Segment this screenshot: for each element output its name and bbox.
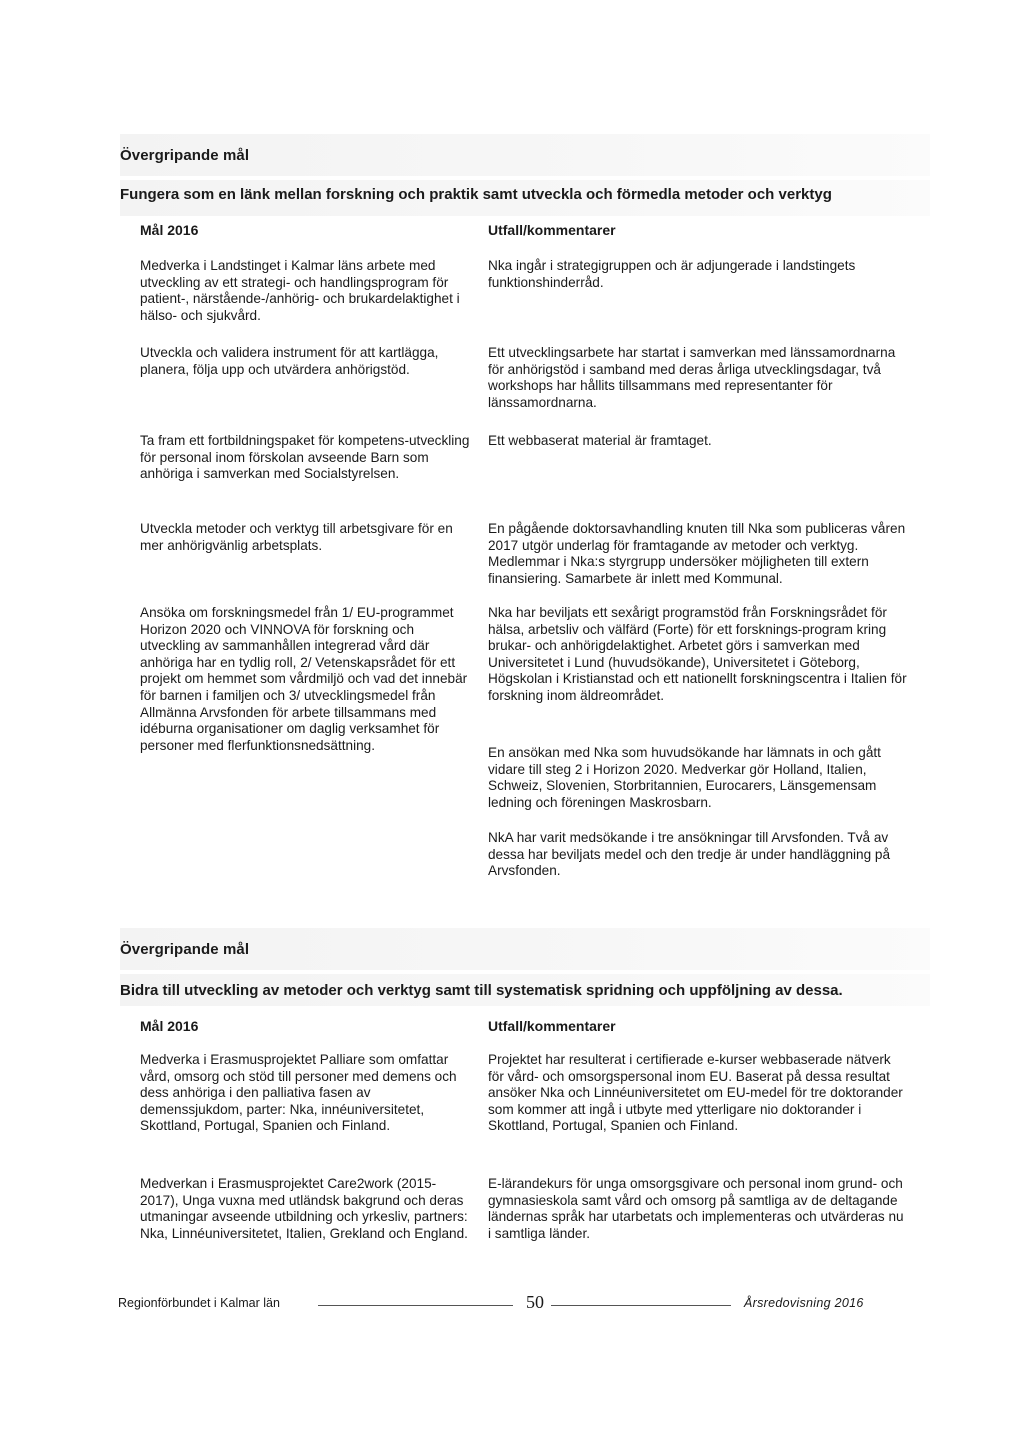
goal-cell: Medverka i Landstinget i Kalmar läns arbete med utveckling av ett strategi- och handlingsprogram för patient-, närstående-/anhörig- och brukardelaktighet i hälso- och sjukvård.: [140, 258, 460, 323]
goal-cell: Ta fram ett fortbildningspaket för kompetens-utveckling för personal inom förskolan avseende Barn som anhöriga i samverkan med Socialstyrelsen.: [140, 433, 470, 482]
goal-cell: Utveckla och validera instrument för att kartlägga, planera, följa upp och utvärdera anhörigstöd.: [140, 345, 439, 377]
outcome-cell: En pågående doktorsavhandling knuten till Nka som publiceras våren 2017 utgör underlag för framtagande av metoder och verktyg. Medlemmar i Nka:s styrgrupp undersöker möjligheten till extern finansiering. Samarbete är inlett med Kommunal.: [488, 521, 906, 586]
outcome-cell: Projektet har resulterat i certifierade e-kurser webbaserade nätverk för vård- och omsorgspersonal inom EU. Baserat på dessa resultat ansöker Nka och Linnéuniversitetet om EU-medel för tre doktorander som kommer att ingå i utbyte med ytterligare nio doktorander i Skottland, Portugal, Spanien och Finland.: [488, 1052, 903, 1134]
outcome-cell: En ansökan med Nka som huvudsökande har lämnats in och gått vidare till steg 2 i Horizon 2020. Medverkar gör Holland, Italien, Schweiz, Slovenien, Storbritannien, Eurocarers, Länsgemensam ledning och föreningen Maskrosbarn.: [488, 745, 881, 810]
page-footer: [0, 1292, 1024, 1316]
footer-report-title: Årsredovisning 2016: [744, 1296, 864, 1310]
column-head-outcome: Utfall/kommentarer: [488, 1018, 616, 1034]
overall-goal-label: Övergripande mål: [120, 941, 250, 958]
outcome-cell: Ett utvecklingsarbete har startat i samverkan med länssamordnarna för anhörigstöd i samband med deras årliga utvecklingsdagar, två workshops har hållits tillsammans med representanter för länssamordnarna.: [488, 345, 896, 410]
footer-rule-left: [318, 1305, 513, 1306]
page-number: 50: [526, 1292, 544, 1312]
goal-title: Bidra till utveckling av metoder och verktyg samt till systematisk spridning och uppföljning av dessa.: [120, 982, 843, 999]
overall-goal-label: Övergripande mål: [120, 147, 250, 164]
column-head-goal: Mål 2016: [140, 1018, 199, 1034]
outcome-cell: Ett webbaserat material är framtaget.: [488, 433, 712, 448]
goal-cell: Utveckla metoder och verktyg till arbetsgivare för en mer anhörigvänlig arbetsplats.: [140, 521, 453, 553]
goal-title: Fungera som en länk mellan forskning och praktik samt utveckla och förmedla metoder och verktyg: [120, 186, 832, 203]
goal-cell: Medverka i Erasmusprojektet Palliare som omfattar vård, omsorg och stöd till personer med demens och dess anhöriga i den palliativa fasen av demenssjukdom, parter: Nka, innéuniversitetet, Skottland, Portugal, Spanien och Finland.: [140, 1052, 457, 1134]
footer-rule-right: [551, 1305, 731, 1306]
outcome-cell: E-lärandekurs för unga omsorgsgivare och personal inom grund- och gymnasieskola samt vård och omsorg på samtliga av de deltagande ländernas språk har utarbetats och implementeras och utvärderas nu i samtliga länder.: [488, 1176, 904, 1241]
footer-organization: Regionförbundet i Kalmar län: [118, 1296, 280, 1310]
outcome-cell: Nka ingår i strategigruppen och är adjungerade i landstingets funktionshinderråd.: [488, 258, 856, 290]
column-head-goal: Mål 2016: [140, 222, 199, 238]
outcome-cell: NkA har varit medsökande i tre ansökningar till Arvsfonden. Två av dessa har beviljats medel och den tredje är under handläggning på Arvsfonden.: [488, 830, 891, 879]
goal-cell: Ansöka om forskningsmedel från 1/ EU-programmet Horizon 2020 och VINNOVA för forskning och utveckling av sammanhållen integrerad vård där anhöriga har en tydlig roll, 2/ Vetenskapsrådet för ett projekt om hemmet som vårdmiljö och vad det innebär för barnen i familjen och 3/ utvecklingsmedel från Allmänna Arvsfonden för arbete tillsammans med idéburna organisationer om daglig verksamhet för personer med flerfunktionsnedsättning.: [140, 605, 468, 753]
outcome-cell: Nka har beviljats ett sexårigt programstöd från Forskningsrådet för hälsa, arbetsliv och välfärd (Forte) för ett forsknings-program kring brukar- och anhörigdelaktighet. Arbetet görs i samverkan med Universitetet i Lund (huvudsökande), Universitetet i Göteborg, Högskolan i Kristianstad och ett nationellt forskningscentra i Italien för forskning inom äldreområdet.: [488, 605, 907, 703]
column-head-outcome: Utfall/kommentarer: [488, 222, 616, 238]
goal-cell: Medverkan i Erasmusprojektet Care2work (2015-2017), Unga vuxna med utländsk bakgrund och deras utmaningar avseende utbildning och yrkesliv, partners: Nka, Linnéuniversitetet, Italien, Grekland och England.: [140, 1176, 468, 1241]
